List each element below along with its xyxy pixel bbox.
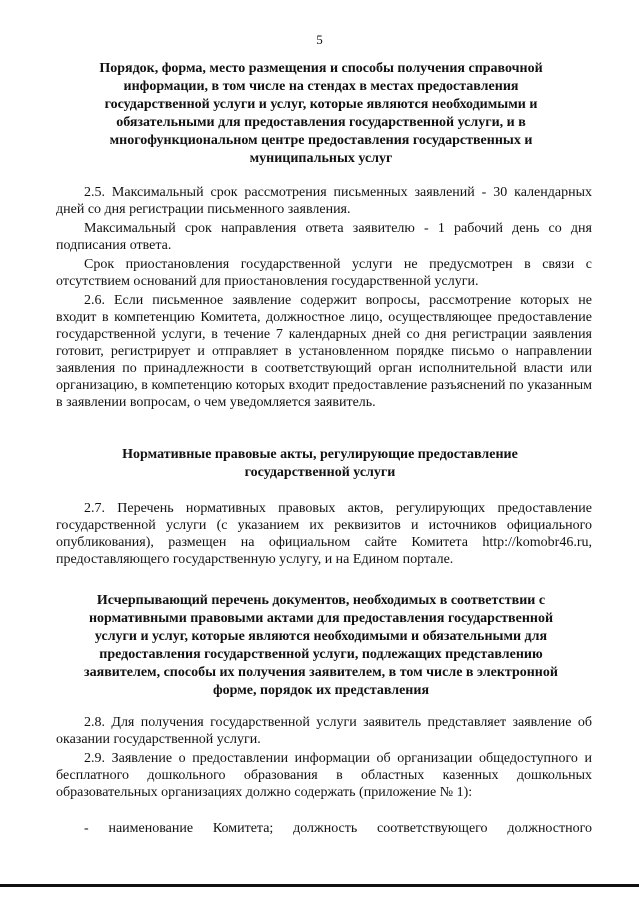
paragraph-2-6: 2.6. Если письменное заявление содержит вопросы, рассмотрение которых не входит в компетенцию Комитета, должностное лицо, осуществляющее предоставление государственной услуги, в течение 7 календарных дней со дня регистрации заявления готовит, регистрирует и отправляет в установленном порядке письмо о направлении заявления по принадлежности в соответствующий орган исполнительной власти или организацию, в компетенцию которых входит предоставление разъяснений по указанным в заявлении вопросам, о чем уведомляется заявитель. <box>56 293 592 410</box>
section-heading-documents-list: Исчерпывающий перечень документов, необходимых в соответствии с нормативными правовыми актами для предоставления государственной услуги и услуг, которые являются необходимыми и обязательными для предоставления государственной услуги, подлежащих представлению заявителем, способы их получения заявителем, в том числе в электронной форме, порядок их представления <box>84 593 558 698</box>
paragraph-2-7: 2.7. Перечень нормативных правовых актов, регулирующих предоставление государственной услуги (с указанием их реквизитов и источников официального опубликования), размещен на официальном сайте Комитета http://komobr46.ru, предоставляющего государственную услугу, и на Едином портале. <box>56 501 592 567</box>
section-heading-legal-acts: Нормативные правовые акты, регулирующие предоставление государственной услуги <box>122 447 518 480</box>
paragraph-response-term: Максимальный срок направления ответа заявителю - 1 рабочий день со дня подписания ответа. <box>56 221 592 253</box>
paragraph-2-8: 2.8. Для получения государственной услуги заявитель представляет заявление об оказании государственной услуги. <box>56 715 592 747</box>
section-heading-info-placement: Порядок, форма, место размещения и способы получения справочной информации, в том числе на стендах в местах предоставления государственной услуги и услуг, которые являются необходимыми и обязательными для предоставления государственной услуги, и в многофункциональном центре предоставления государственных и муниципальных услуг <box>99 61 543 166</box>
paragraph-2-5: 2.5. Максимальный срок рассмотрения письменных заявлений - 30 календарных дней со дня регистрации письменного заявления. <box>56 185 592 217</box>
list-item-committee-name: - наименование Комитета; должность соответствующего должностного <box>84 821 592 836</box>
page-number: 5 <box>316 32 323 47</box>
bottom-rule <box>0 884 639 887</box>
paragraph-2-9: 2.9. Заявление о предоставлении информации об организации общедоступного и бесплатного дошкольного образования в областных казенных дошкольных образовательных организациях должно содержать (приложение № 1): <box>56 751 592 800</box>
paragraph-suspension-term: Срок приостановления государственной услуги не предусмотрен в связи с отсутствием оснований для приостановления государственной услуги. <box>56 257 592 289</box>
